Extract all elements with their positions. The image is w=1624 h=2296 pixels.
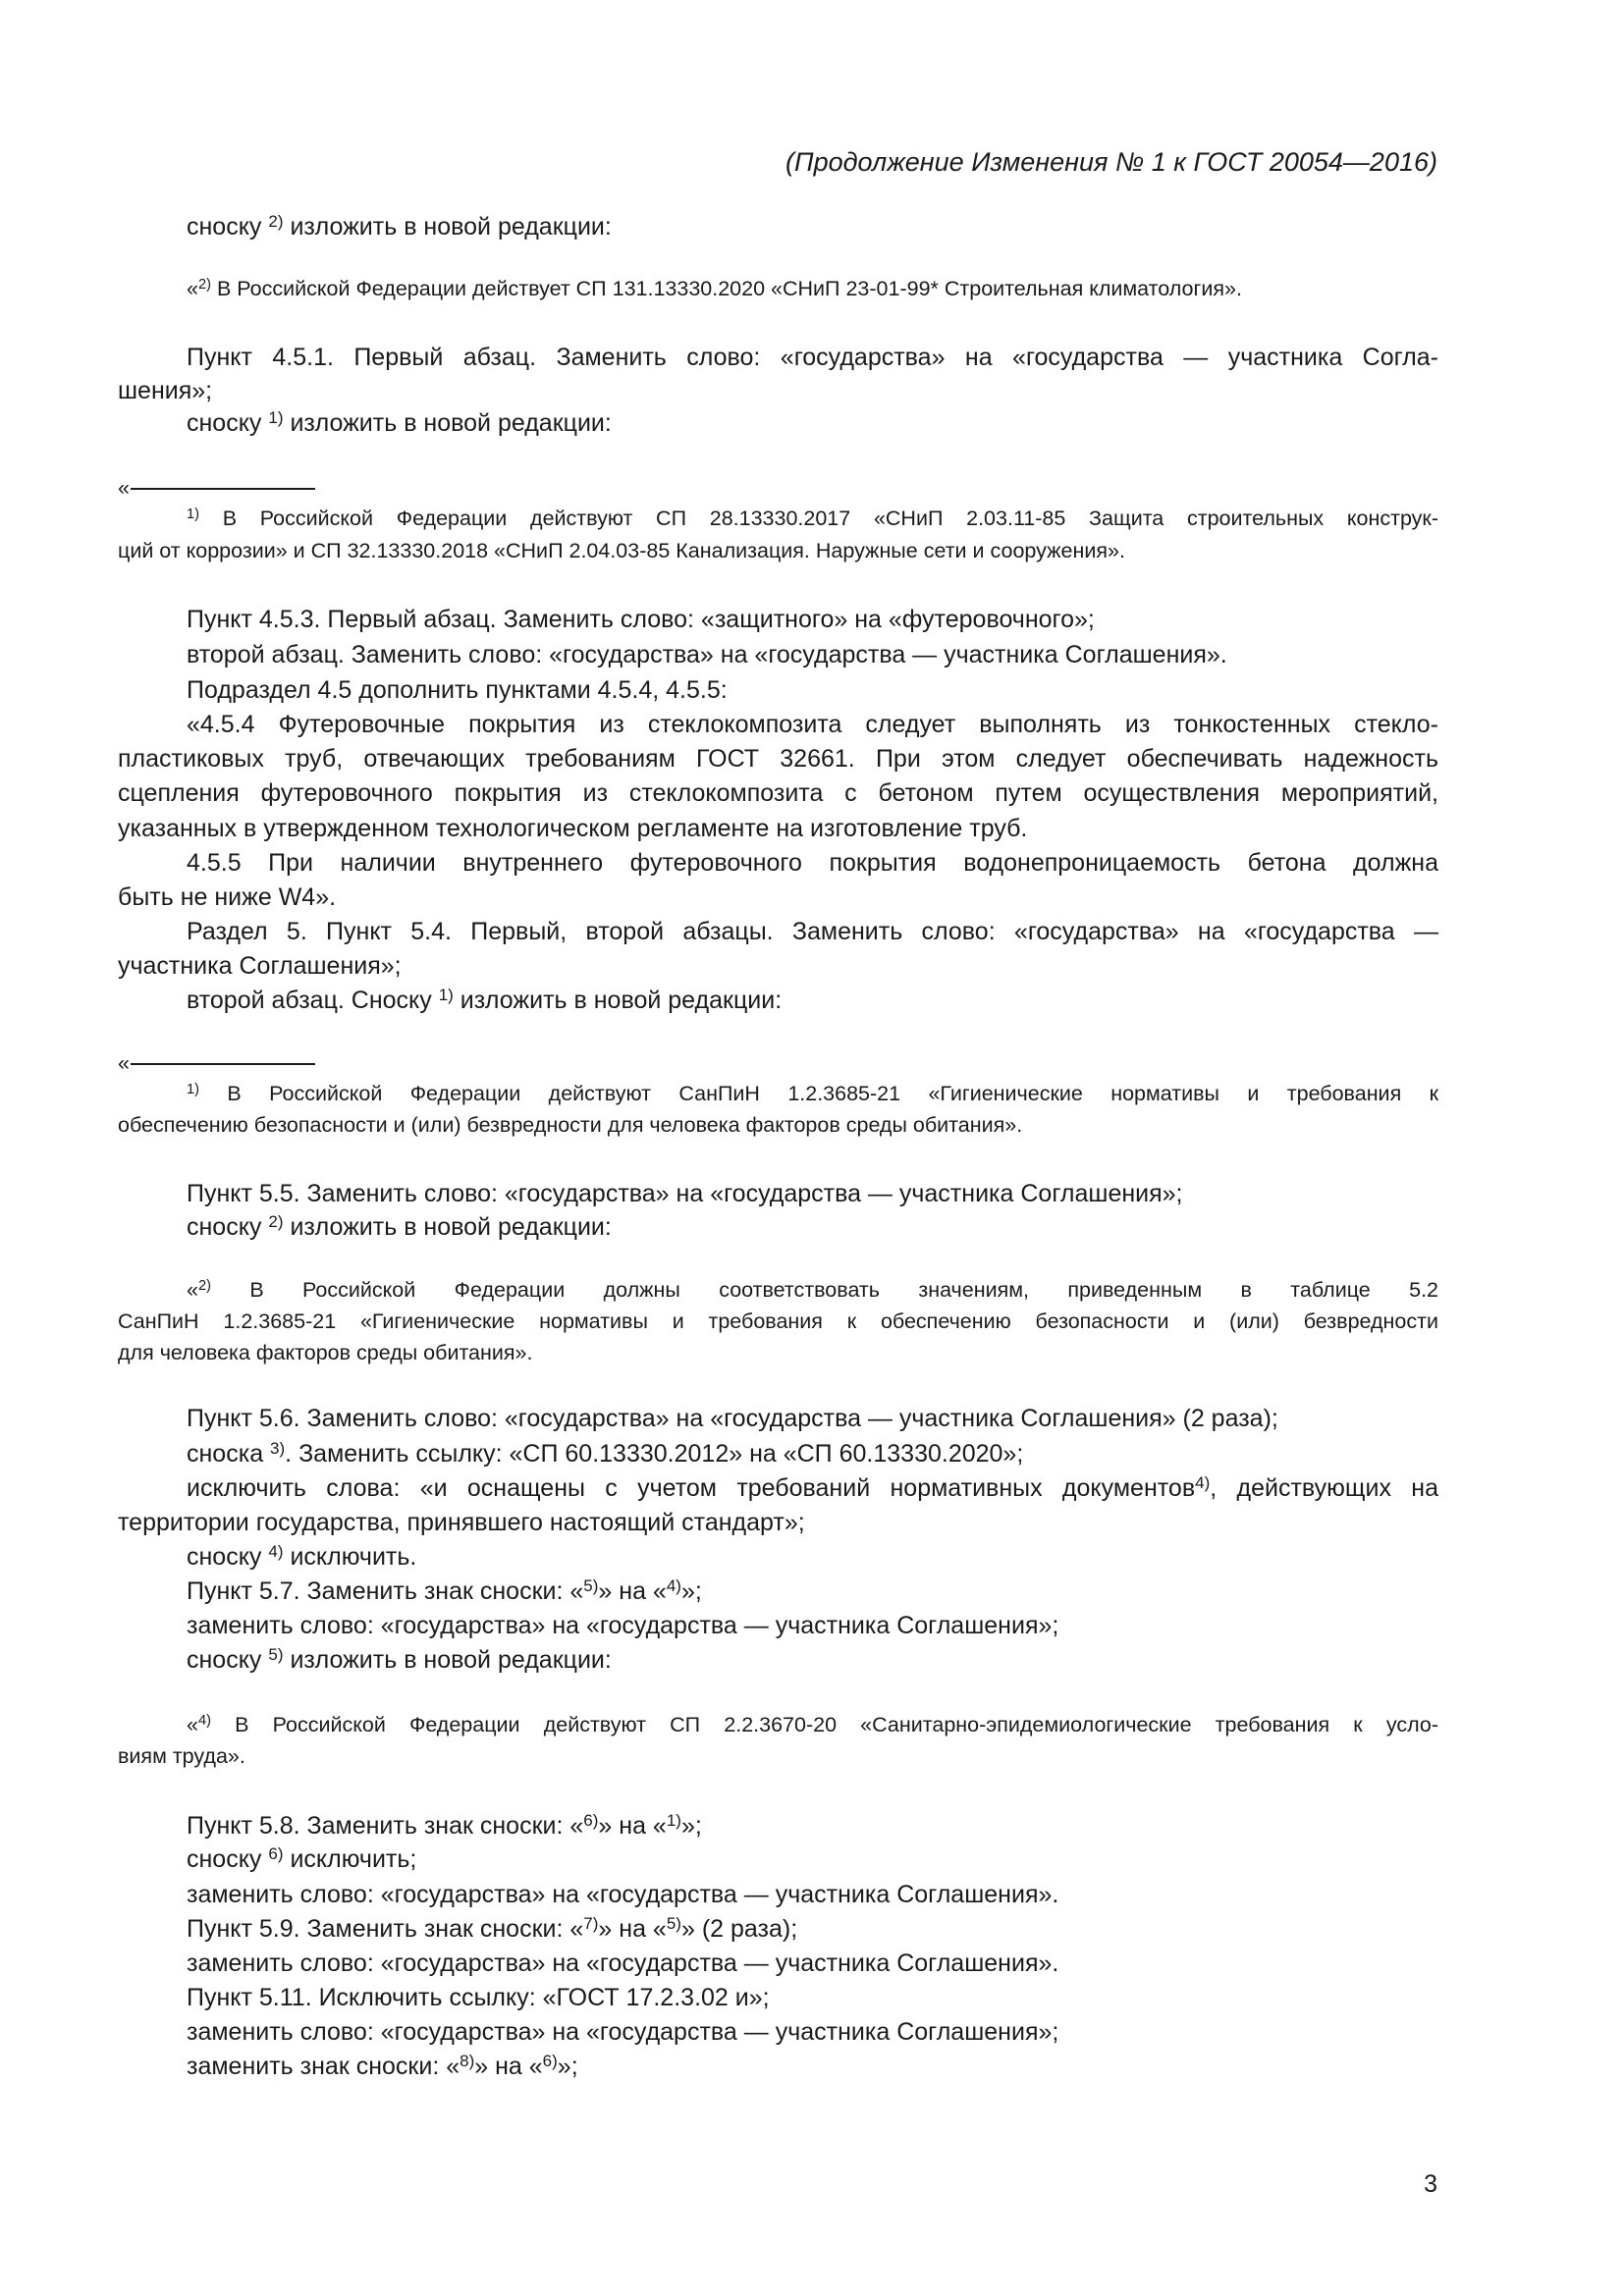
paragraph: указанных в утвержденном технологическом регламенте на изготовление труб. [118,815,1028,842]
paragraph: заменить слово: «государства» на «государства — участника Соглашения». [187,1881,1059,1908]
paragraph: заменить слово: «государства» на «государства — участника Соглашения». [187,1949,1059,1977]
paragraph: шения»; [118,377,213,404]
paragraph: Пункт 4.5.3. Первый абзац. Заменить слово: «защитного» на «футеровочного»; [187,606,1095,633]
paragraph: заменить знак сноски: «$^{8)}$» на «$^{6)}$»; [187,2052,578,2080]
paragraph: Пункт 5.6. Заменить слово: «государства» на «государства — участника Соглашения» (2 раза); [187,1405,1278,1432]
footnote-text: для человека факторов среды обитания». [118,1341,533,1364]
paragraph: Пункт 5.11. Исключить ссылку: «ГОСТ 17.2.3.02 и»; [187,1984,770,2011]
open-quote: « [118,476,130,500]
paragraph: Подраздел 4.5 дополнить пунктами 4.5.4, 4.5.5: [187,676,728,704]
paragraph: сцепления футеровочного покрытия из стеклокомпозита с бетоном путем осуществления мероприятий, [118,779,1438,807]
footnote-text: «$^{2)}$ В Российской Федерации действует СП 131.13330.2020 «СНиП 23-01-99* Строительная климатология». [187,277,1242,300]
paragraph: второй абзац. Сноску $^{1)}$ изложить в новой редакции: [187,986,783,1014]
paragraph: Раздел 5. Пункт 5.4. Первый, второй абзацы. Заменить слово: «государства» на «государства — [187,918,1438,945]
paragraph: пластиковых труб, отвечающих требованиям ГОСТ 32661. При этом следует обеспечивать надежность [118,745,1438,773]
paragraph: исключить слова: «и оснащены с учетом требований нормативных документов$^{4)}$, действующих на [187,1473,1438,1502]
paragraph: сноску $^{5)}$ изложить в новой редакции: [187,1645,612,1674]
paragraph: Пункт 5.9. Заменить знак сноски: «$^{7)}$» на «$^{5)}$» (2 раза); [187,1914,798,1943]
footnote-text: $^{1)}$ В Российской Федерации действуют СанПиН 1.2.3685-21 «Гигиенические нормативы и требования к [187,1082,1438,1105]
paragraph: сноску $^{6)}$ исключить; [187,1844,417,1873]
paragraph: «4.5.4 Футеровочные покрытия из стеклокомпозита следует выполнять из тонкостенных стекло- [187,711,1438,738]
paragraph: второй абзац. Заменить слово: «государства» на «государства — участника Соглашения». [187,641,1227,668]
footnote-text: СанПиН 1.2.3685-21 «Гигиенические нормативы и требования к обеспечению безопасности и (или) безвредности [118,1309,1438,1333]
paragraph: Пункт 4.5.1. Первый абзац. Заменить слово: «государства» на «государства — участника Согла- [187,344,1438,371]
footnote-text: виям труда». [118,1744,245,1768]
paragraph: Пункт 5.5. Заменить слово: «государства» на «государства — участника Соглашения»; [187,1180,1183,1207]
footnote-rule [131,488,315,490]
paragraph: 4.5.5 При наличии внутреннего футеровочного покрытия водонепроницаемость бетона должна [187,849,1438,877]
paragraph: сноску $^{2)}$ изложить в новой редакции: [187,212,612,240]
paragraph: Пункт 5.8. Заменить знак сноски: «$^{6)}$» на «$^{1)}$»; [187,1811,702,1840]
paragraph: заменить слово: «государства» на «государства — участника Соглашения»; [187,1612,1059,1639]
footnote-rule [131,1063,315,1065]
paragraph: участника Соглашения»; [118,952,402,980]
paragraph: сноску $^{1)}$ изложить в новой редакции: [187,408,612,437]
paragraph: заменить слово: «государства» на «государства — участника Соглашения»; [187,2018,1059,2046]
paragraph: Пункт 5.7. Заменить знак сноски: «$^{5)}$» на «$^{4)}$»; [187,1576,702,1605]
paragraph: сноску $^{2)}$ изложить в новой редакции: [187,1212,612,1241]
paragraph: быть не ниже W4». [118,883,337,911]
page-number: 3 [1424,2170,1437,2198]
footnote-text: обеспечению безопасности и (или) безвредности для человека факторов среды обитания». [118,1113,1023,1137]
footnote-text: ций от коррозии» и СП 32.13330.2018 «СНиП 2.04.03-85 Канализация. Наружные сети и сооружения». [118,539,1125,562]
paragraph: сноска $^{3)}$. Заменить ссылку: «СП 60.13330.2012» на «СП 60.13330.2020»; [187,1439,1024,1468]
paragraph: сноску $^{4)}$ исключить. [187,1542,417,1571]
footnote-text: «$^{4)}$ В Российской Федерации действуют СП 2.2.3670-20 «Санитарно-эпидемиологические требования к усло- [187,1713,1438,1736]
paragraph: территории государства, принявшего настоящий стандарт»; [118,1509,805,1536]
footnote-text: «$^{2)}$ В Российской Федерации должны соответствовать значениям, приведенным в таблице 5.2 [187,1278,1438,1302]
page-header: (Продолжение Изменения № 1 к ГОСТ 20054—2016) [785,147,1437,177]
footnote-text: $^{1)}$ В Российской Федерации действуют СП 28.13330.2017 «СНиП 2.03.11-85 Защита строительных конструк- [187,507,1438,530]
open-quote: « [118,1051,130,1075]
